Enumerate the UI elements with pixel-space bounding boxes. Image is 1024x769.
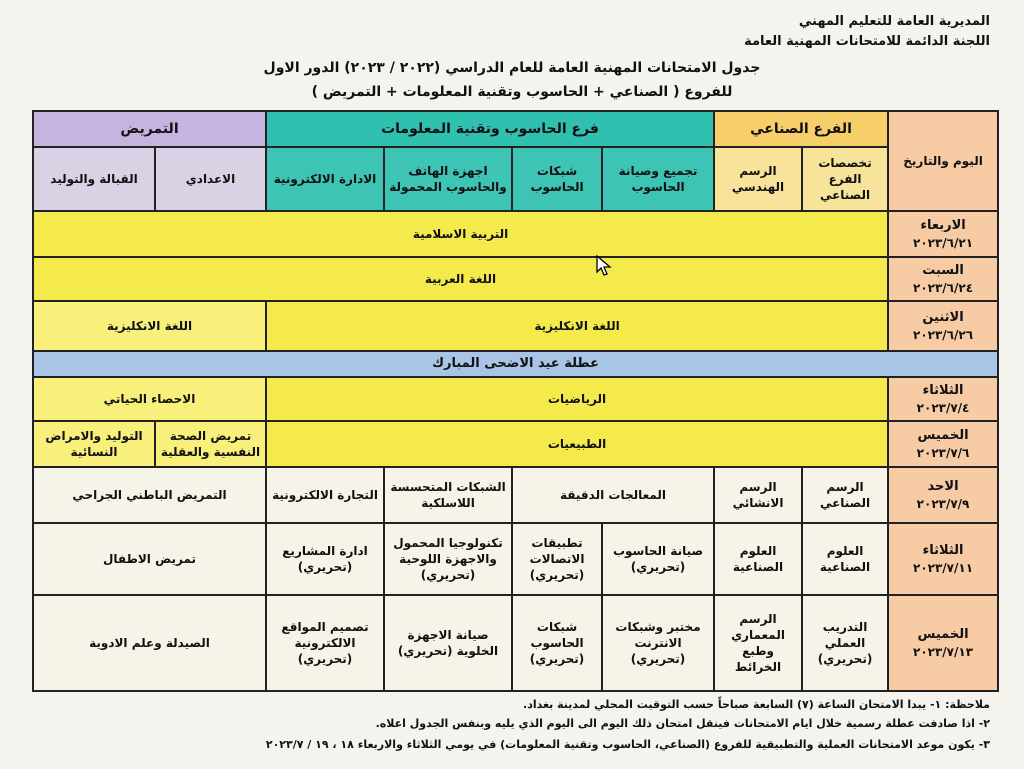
exam-cell: ادارة المشاريع (تحريري) bbox=[266, 523, 384, 595]
table-row bbox=[33, 301, 998, 351]
table-row bbox=[33, 421, 998, 467]
day-cell: الثلاثاء ٢٠٢٣/٧/١١ bbox=[888, 523, 998, 595]
day-cell: الاربعاء ٢٠٢٣/٦/٢١ bbox=[888, 211, 998, 257]
day-date-header: اليوم والتاريخ bbox=[888, 111, 998, 211]
day-cell: الخميس ٢٠٢٣/٧/١٣ bbox=[888, 595, 998, 691]
exam-cell: التمريض الباطني الجراحي bbox=[33, 467, 266, 523]
exam-cell: التدريب العملي (تحريري) bbox=[802, 595, 888, 691]
note-2: ٢- اذا صادفت عطلة رسمية خلال ايام الامتحانات فينقل امتحان ذلك اليوم الى اليوم الذي يليه وبنفس الجدول اعلاه. bbox=[375, 717, 990, 730]
exam-cell: الرياضيات bbox=[266, 377, 888, 421]
col-computer-assembly: تجميع وصيانة الحاسوب bbox=[602, 147, 714, 211]
col-nursing-preparatory: الاعدادي bbox=[155, 147, 266, 211]
exam-cell: العلوم الصناعية bbox=[714, 523, 802, 595]
exam-cell: تصميم المواقع الالكترونية (تحريري) bbox=[266, 595, 384, 691]
exam-cell: التجارة الالكترونية bbox=[266, 467, 384, 523]
exam-cell: صيانة الاجهزة الخلوية (تحريري) bbox=[384, 595, 512, 691]
exam-cell: الصيدلة وعلم الادوية bbox=[33, 595, 266, 691]
directorate-title: المديرية العامة للتعليم المهني bbox=[798, 14, 990, 29]
note-1: ملاحظة: ١- يبدا الامتحان الساعة (٧) السابعة صباحاً حسب التوقيت المحلي لمدينة بغداد. bbox=[523, 698, 990, 711]
table-row bbox=[33, 257, 998, 301]
table-row bbox=[33, 211, 998, 257]
exam-cell: الرسم المعماري وطبع الخرائط bbox=[714, 595, 802, 691]
day-cell: الخميس ٢٠٢٣/٧/٦ bbox=[888, 421, 998, 467]
col-industrial-specializations: تخصصات الفرع الصناعي bbox=[802, 147, 888, 211]
day-cell: السبت ٢٠٢٣/٦/٢٤ bbox=[888, 257, 998, 301]
col-midwifery: القبالة والتوليد bbox=[33, 147, 155, 211]
exam-cell: اللغة العربية bbox=[33, 257, 888, 301]
mouse-cursor-icon bbox=[596, 255, 612, 277]
exam-cell: صيانة الحاسوب (تحريري) bbox=[602, 523, 714, 595]
col-e-administration: الادارة الالكترونية bbox=[266, 147, 384, 211]
note-3: ٣- يكون موعد الامتحانات العملية والتطبيقية للفروع (الصناعي، الحاسوب وتقنية المعلومات) في يومي الثلاثاء والاربعاء ١٨ ، ١٩ / ٢٠٢٣/٧ bbox=[265, 738, 990, 751]
table-row bbox=[33, 595, 998, 691]
computer-branch-header: فرع الحاسوب وتقنية المعلومات bbox=[266, 111, 714, 147]
nursing-branch-header: التمريض bbox=[33, 111, 266, 147]
exam-cell: التربية الاسلامية bbox=[33, 211, 888, 257]
exam-cell: الرسم الصناعي bbox=[802, 467, 888, 523]
day-cell: الاثنين ٢٠٢٣/٦/٢٦ bbox=[888, 301, 998, 351]
committee-title: اللجنة الدائمة للامتحانات المهنية العامة bbox=[744, 34, 990, 49]
schedule-subtitle: للفروع ( الصناعي + الحاسوب وتقنية المعلومات + التمريض ) bbox=[311, 84, 733, 100]
exam-cell: المعالجات الدقيقة bbox=[512, 467, 714, 523]
col-computer-networks: شبكات الحاسوب bbox=[512, 147, 602, 211]
exam-cell: الشبكات المتحسسة اللاسلكية bbox=[384, 467, 512, 523]
exam-cell: الرسم الانشائي bbox=[714, 467, 802, 523]
exam-cell: الاحصاء الحياتي bbox=[33, 377, 266, 421]
exam-cell: التوليد والامراض النسائية bbox=[33, 421, 155, 467]
exam-cell: مختبر وشبكات الانترنت (تحريري) bbox=[602, 595, 714, 691]
industrial-branch-header: الفرع الصناعي bbox=[714, 111, 888, 147]
exam-cell: اللغة الانكليزية bbox=[33, 301, 266, 351]
col-phones-laptops: اجهزة الهاتف والحاسوب المحمولة bbox=[384, 147, 512, 211]
table-row bbox=[33, 467, 998, 523]
schedule-title: جدول الامتحانات المهنية العامة للعام الدراسي (٢٠٢٢ / ٢٠٢٣) الدور الاول bbox=[263, 60, 761, 76]
exam-cell: تمريض الصحة النفسية والعقلية bbox=[155, 421, 266, 467]
exam-cell: تطبيقات الاتصالات (تحريري) bbox=[512, 523, 602, 595]
exam-cell: تمريض الاطفال bbox=[33, 523, 266, 595]
table-row bbox=[33, 377, 998, 421]
day-cell: الاحد ٢٠٢٣/٧/٩ bbox=[888, 467, 998, 523]
day-cell: الثلاثاء ٢٠٢٣/٧/٤ bbox=[888, 377, 998, 421]
exam-cell: شبكات الحاسوب (تحريري) bbox=[512, 595, 602, 691]
holiday-cell: عطلة عيد الاضحى المبارك bbox=[33, 351, 998, 377]
exam-cell: الطبيعيات bbox=[266, 421, 888, 467]
exam-cell: تكنولوجيا المحمول والاجهزة اللوحية (تحريري) bbox=[384, 523, 512, 595]
exam-cell: اللغة الانكليزية bbox=[266, 301, 888, 351]
holiday-row bbox=[33, 351, 998, 377]
exam-cell: العلوم الصناعية bbox=[802, 523, 888, 595]
table-row bbox=[33, 523, 998, 595]
exam-schedule-table bbox=[32, 110, 999, 692]
col-engineering-drawing: الرسم الهندسي bbox=[714, 147, 802, 211]
